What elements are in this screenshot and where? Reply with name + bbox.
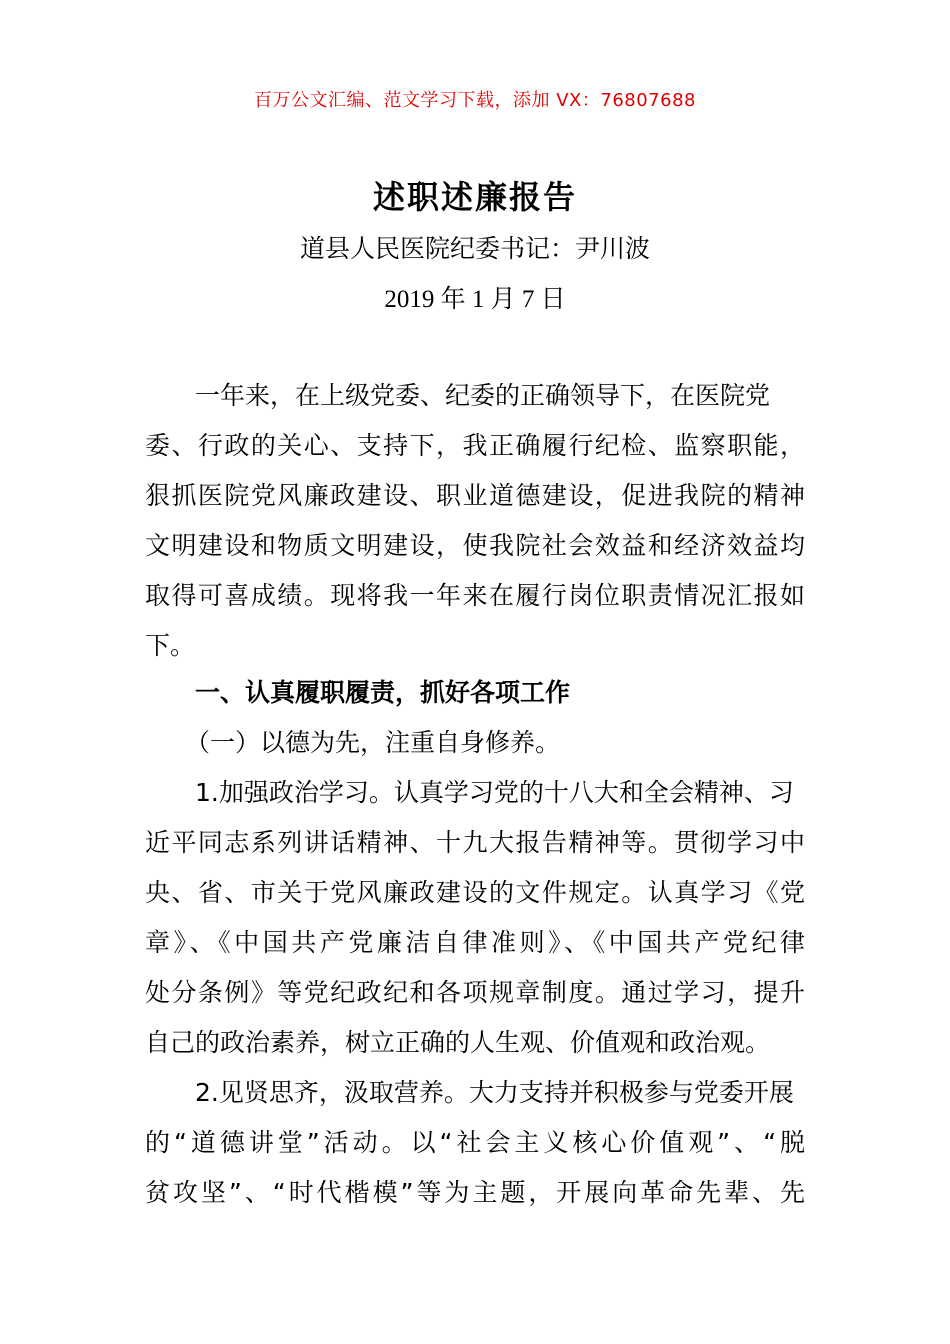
subsection-heading: （一）以德为先，注重自身修养。: [185, 728, 561, 757]
watermark-banner: 百万公文汇编、范文学习下载，添加 VX：76807688: [254, 90, 696, 111]
paragraph-line: 章》、《中国共产党廉洁自律准则》、《中国共产党纪律: [145, 928, 805, 957]
paragraph-line: 处分条例》等党纪政纪和各项规章制度。通过学习，提升: [145, 978, 805, 1007]
paragraph-line: 取得可喜成绩。现将我一年来在履行岗位职责情况汇报如: [145, 581, 805, 610]
paragraph-line: 狠抓医院党风廉政建设、职业道德建设，促进我院的精神: [145, 481, 805, 510]
paragraph-line: 一年来，在上级党委、纪委的正确领导下，在医院党: [195, 381, 771, 410]
paragraph-line: 1.加强政治学习。认真学习党的十八大和全会精神、习: [195, 778, 794, 807]
paragraph-line: 委、行政的关心、支持下，我正确履行纪检、监察职能，: [145, 431, 805, 460]
document-title: 述职述廉报告: [372, 178, 577, 216]
paragraph-line: 文明建设和物质文明建设，使我院社会效益和经济效益均: [145, 531, 805, 560]
paragraph-line: 自己的政治素养，树立正确的人生观、价值观和政治观。: [145, 1028, 771, 1057]
document-date: 2019 年 1 月 7 日: [384, 286, 566, 313]
author-line: 道县人民医院纪委书记：尹川波: [299, 234, 650, 263]
paragraph-line: 下。: [145, 631, 196, 660]
paragraph-line: 2.见贤思齐，汲取营养。大力支持并积极参与党委开展: [195, 1078, 794, 1107]
paragraph-line: 央、省、市关于党风廉政建设的文件规定。认真学习《党: [145, 878, 805, 907]
section-heading: 一、认真履职履责，抓好各项工作: [195, 678, 571, 707]
paragraph-line: 的“道德讲堂”活动。以“社会主义核心价值观”、“脱: [145, 1128, 805, 1157]
paragraph-line: 贫攻坚”、“时代楷模”等为主题，开展向革命先辈、先: [145, 1178, 805, 1207]
paragraph-line: 近平同志系列讲话精神、十九大报告精神等。贯彻学习中: [145, 828, 805, 857]
